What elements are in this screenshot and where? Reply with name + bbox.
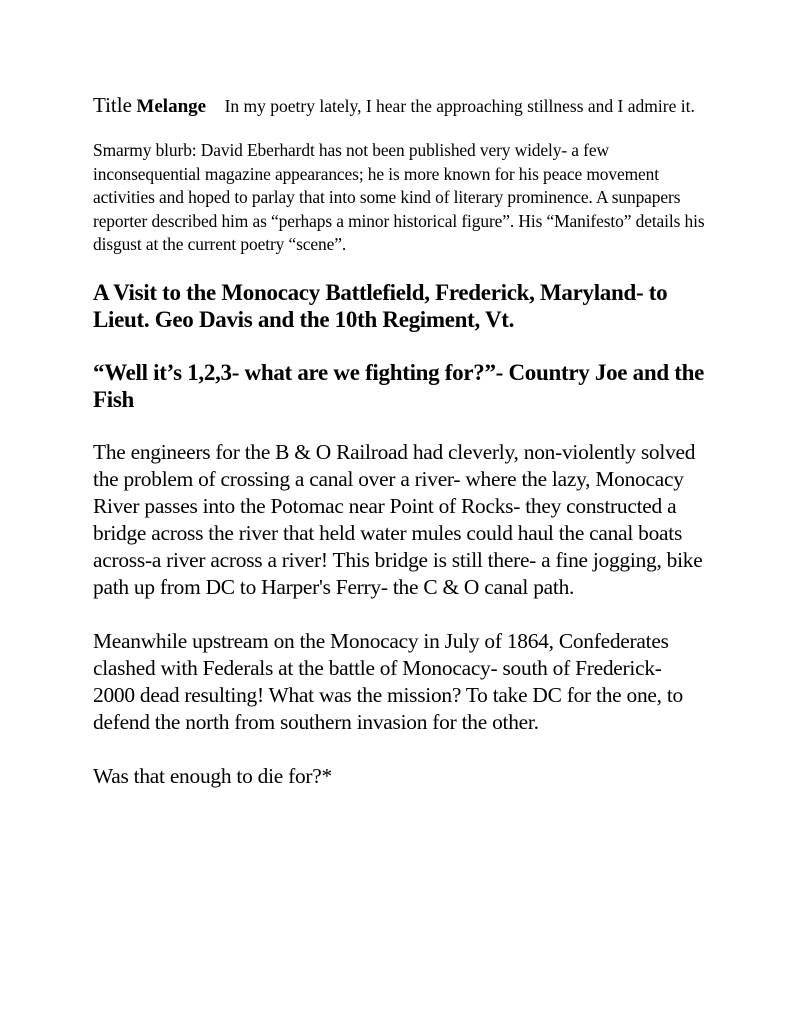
meanwhile-paragraph: Meanwhile upstream on the Monocacy in July of 1864, Confederates clashed with Federals at the battle of Monocacy- south of Frederick- 2000 dead resulting! What was the mission? To take DC for the one, to defend the north from southern invasion for the other. — [93, 628, 683, 734]
epigraph-heading: “Well it’s 1,2,3- what are we fighting for?”- Country Joe and the Fish — [93, 359, 705, 412]
author-blurb: Smarmy blurb: David Eberhardt has not been published very widely- a few inconsequential magazine appearances; he is more known for his peace movement activities and hoped to parlay that into some kind of literary prominence. A sunpapers reporter described him as “perhaps a minor historical figure”. His “Manifesto” details his disgust at the current poetry “scene”. — [93, 140, 705, 255]
document-page — [93, 93, 705, 790]
poem-title: Melange — [136, 96, 207, 117]
visit-heading: A Visit to the Monocacy Battlefield, Frederick, Maryland- to Lieut. Geo Davis and the 10th Regiment, Vt. — [93, 279, 668, 332]
question-paragraph: Was that enough to die for?* — [93, 763, 332, 788]
title-epigraph-text: In my poetry lately, I hear the approaching stillness and I admire it. — [224, 96, 695, 116]
title-line — [93, 93, 705, 119]
engineers-paragraph: The engineers for the B & O Railroad had cleverly, non-violently solved the problem of crossing a canal over a river- where the lazy, Monocacy River passes into the Potomac near Point of Rocks- they constructed a bridge across the river that held water mules could haul the canal boats across-a river across a river! This bridge is still there- a fine jogging, bike path up from DC to Harper's Ferry- the C & O canal path. — [93, 439, 703, 599]
title-label: Title — [93, 93, 132, 117]
